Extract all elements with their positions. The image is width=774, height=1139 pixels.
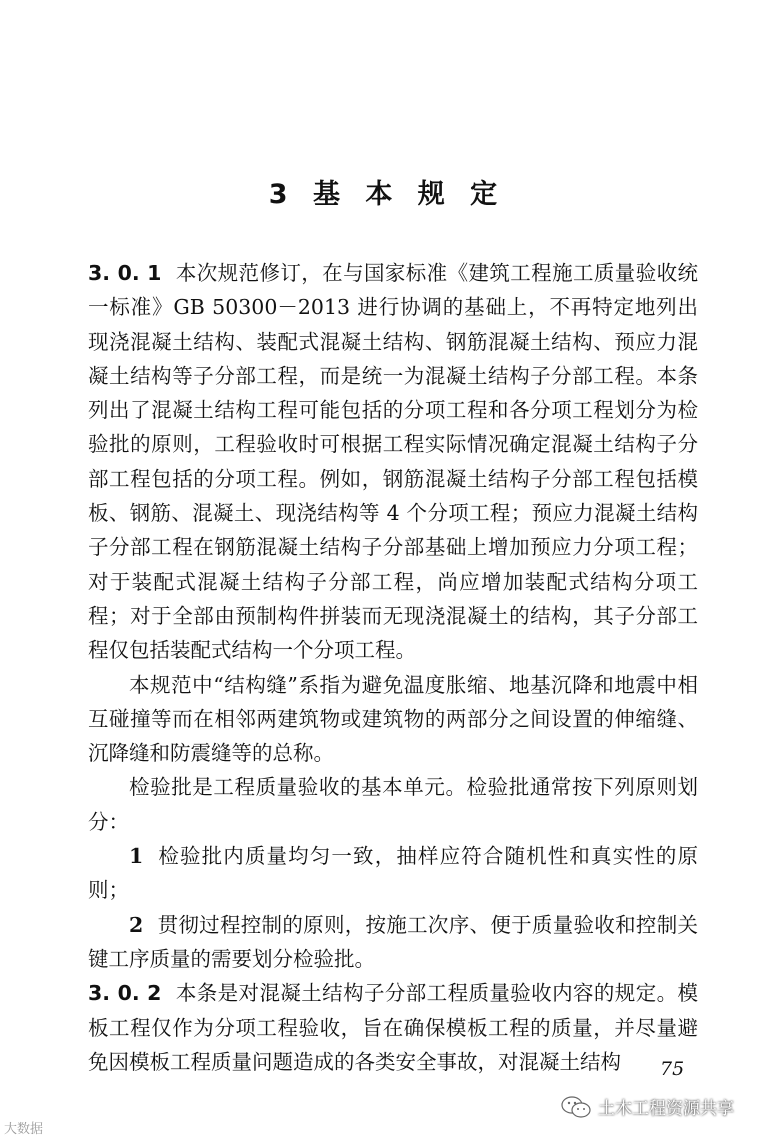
paragraph-structural-joints: 本规范中“结构缝”系指为避免温度胀缩、地基沉降和地震中相互碰撞等而在相邻两建筑物或建筑物的两部分之间设置的伸缩缝、沉降缝和防震缝等的总称。 <box>88 672 698 766</box>
list-item-text: 贯彻过程控制的原则，按施工次序、便于质量验收和控制关键工序质量的需要划分检验批。 <box>88 912 698 971</box>
watermark-right-text: 土木工程资源共享 <box>598 1099 734 1119</box>
clause-3-0-1 <box>88 256 698 668</box>
list-item-1 <box>88 839 698 908</box>
list-item-number: 2 <box>129 912 144 937</box>
list-item-number: 1 <box>129 844 144 869</box>
watermark-left-text: 大数据 <box>4 1122 44 1137</box>
paragraph-inspection-batch: 检验批是工程质量验收的基本单元。检验批通常按下列原则划分： <box>88 775 698 834</box>
clause-number: 3. 0. 2 <box>88 981 162 1006</box>
list-item-text: 检验批内质量均匀一致，抽样应符合随机性和真实性的原则； <box>88 844 698 903</box>
wechat-icon <box>560 1095 592 1119</box>
clause-number: 3. 0. 1 <box>88 261 162 285</box>
watermark-right <box>560 1094 734 1119</box>
list-item-2 <box>88 908 698 977</box>
page-number: 75 <box>660 1058 685 1080</box>
clause-3-0-2 <box>88 976 698 1079</box>
body-text <box>88 256 698 1079</box>
watermark-left <box>4 1118 43 1137</box>
clause-text: 本条是对混凝土结构子分部工程质量验收内容的规定。模板工程仅作为分项工程验收，旨在确保模板工程的质量，并尽量避免因模板工程质量问题造成的各类安全事故，对混凝土结构 <box>88 981 698 1074</box>
clause-text: 本次规范修订，在与国家标准《建筑工程施工质量验收统一标准》GB 50300－2013 进行协调的基础上，不再特定地列出现浇混凝土结构、装配式混凝土结构、钢筋混凝土结构、预应力混凝土结构等子分部工程，而是统一为混凝土结构子分部工程。本条列出了混凝土结构工程可能包括的分项工程和各分项工程划分为检验批的原则，工程验收时可根据工程实际情况确定混凝土结构子分部工程包括的分项工程。例如，钢筋混凝土结构子分部工程包括模板、钢筋、混凝土、现浇结构等 4 个分项工程；预应力混凝土结构子分部工程在钢筋混凝土结构子分部基础上增加预应力分项工程；对于装配式混凝土结构子分部工程，尚应增加装配式结构分项工程；对于全部由预制构件拼装而无现浇混凝土的结构，其子分部工程仅包括装配式结构一个分项工程。 <box>88 261 698 663</box>
chapter-title: 3 基 本 规 定 <box>268 179 506 210</box>
